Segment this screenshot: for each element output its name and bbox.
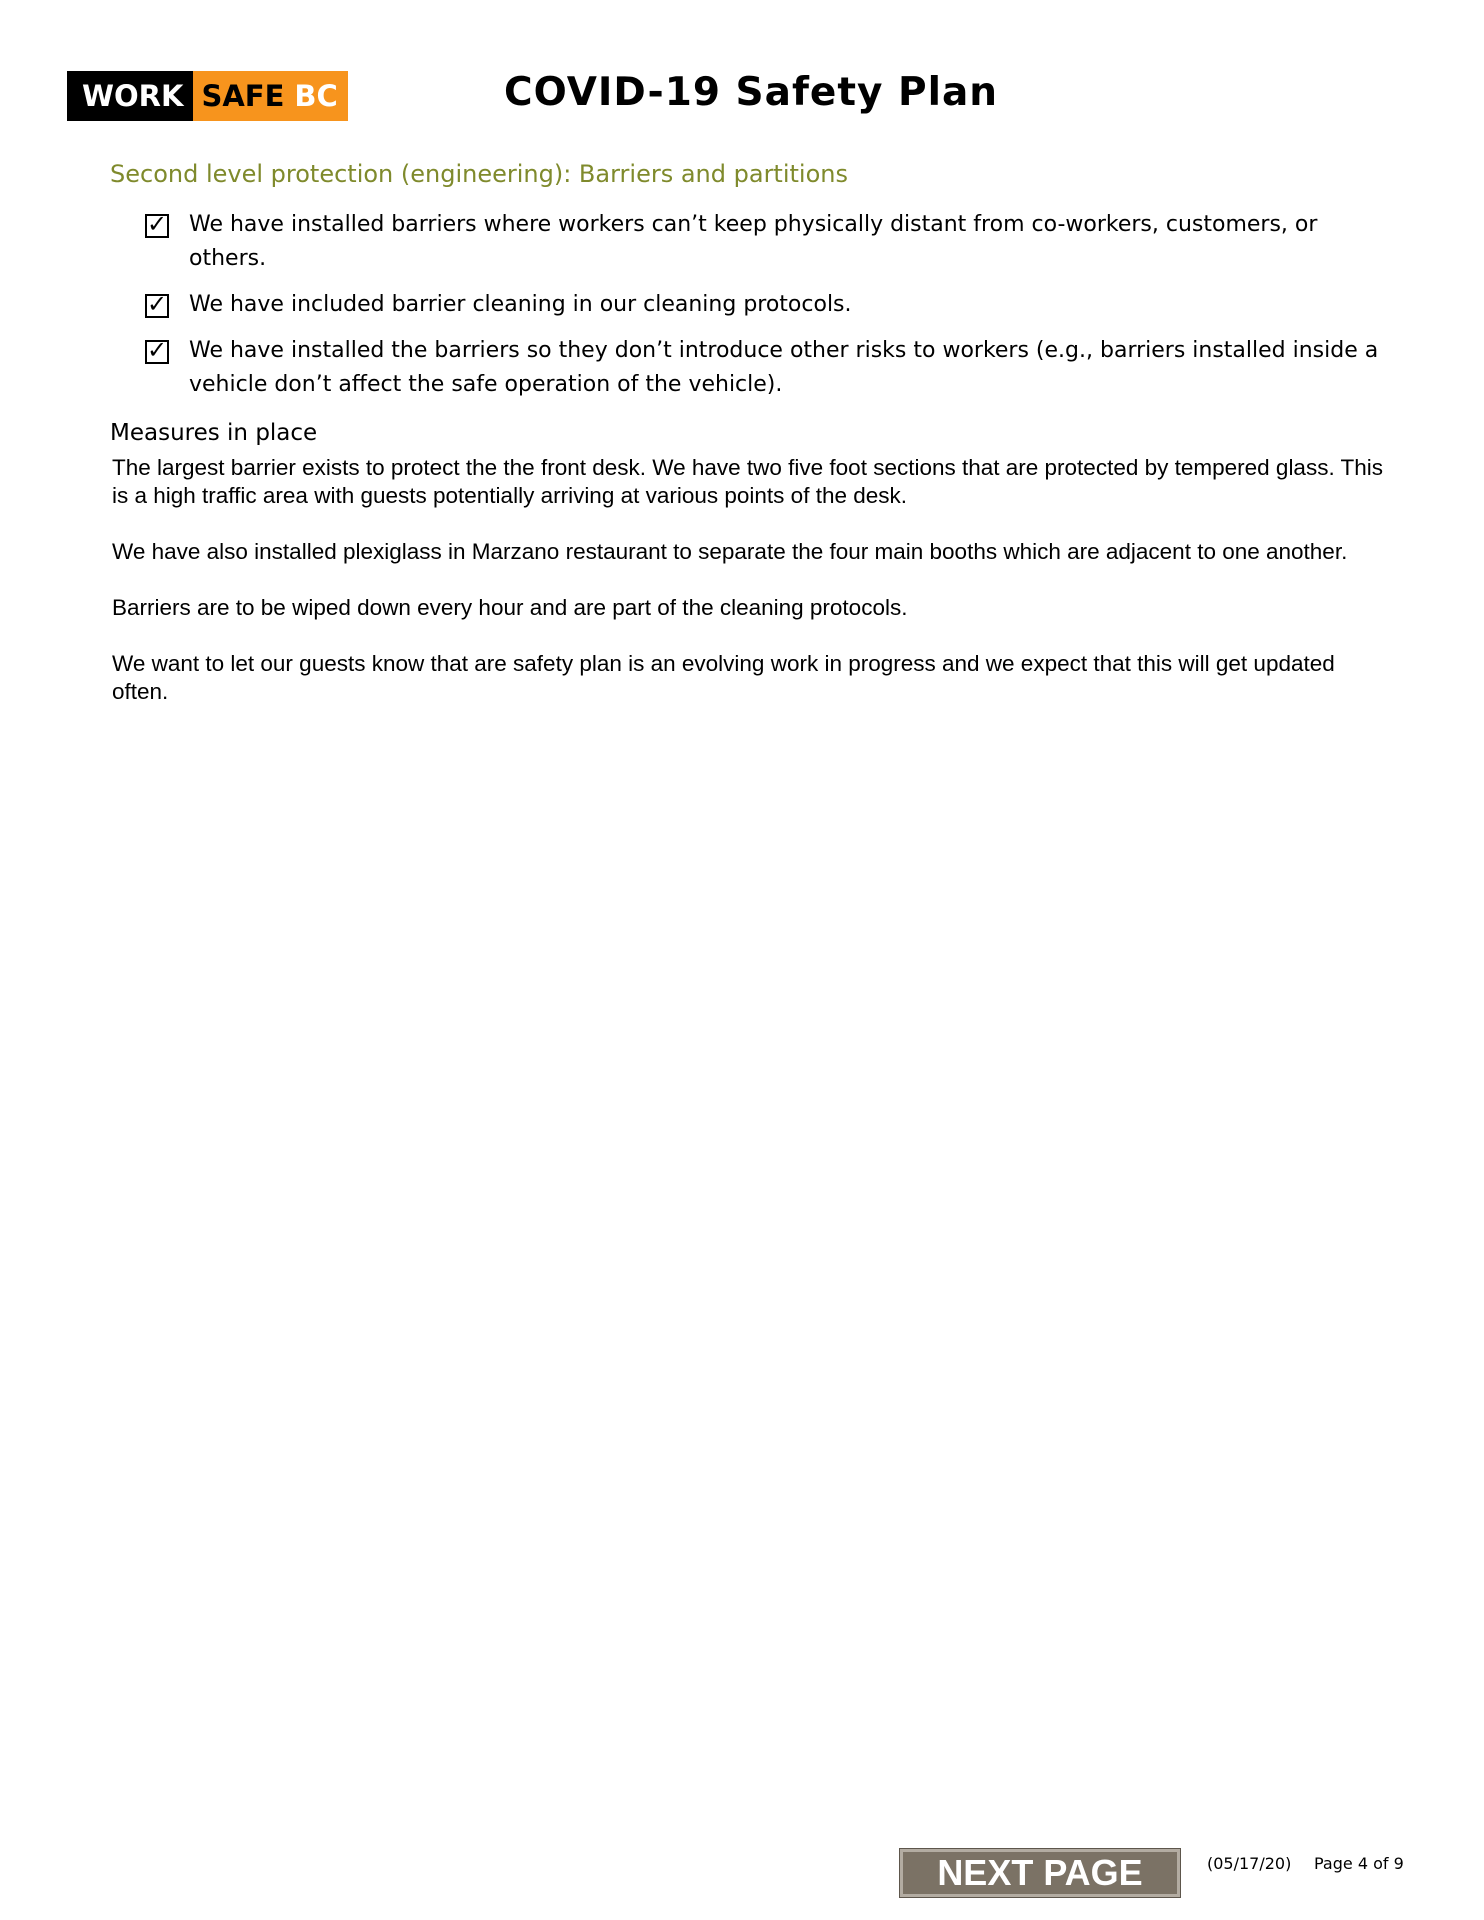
- measures-paragraph: We have also installed plexiglass in Marzano restaurant to separate the four main booths which are adjacent to one another.: [112, 539, 1348, 564]
- checklist-item: [145, 208, 1395, 276]
- document-title: COVID-19 Safety Plan: [504, 70, 999, 115]
- checklist-item-text: We have installed the barriers so they don’t introduce other risks to workers (e.g., barriers installed inside a vehicle don’t affect the safe operation of the vehicle).: [189, 338, 1379, 397]
- checkmark-icon: ✓: [147, 210, 168, 238]
- page-number: Page 4 of 9: [1314, 1854, 1404, 1873]
- measures-text-field[interactable]: [112, 454, 1392, 734]
- measures-paragraph: We want to let our guests know that are safety plan is an evolving work in progress and we expect that this will get updated often.: [112, 651, 1335, 704]
- checkmark-icon: ✓: [147, 336, 168, 364]
- logo-safe-text: SAFE: [201, 79, 285, 113]
- measures-paragraph: Barriers are to be wiped down every hour and are part of the cleaning protocols.: [112, 595, 908, 620]
- checklist-item: [145, 288, 1395, 322]
- measures-heading: Measures in place: [110, 420, 318, 446]
- checklist-item: [145, 334, 1395, 402]
- worksafebc-logo: [67, 71, 348, 121]
- logo-work-text: WORK: [82, 79, 184, 113]
- logo-safebc-block: [193, 71, 347, 121]
- checkbox[interactable]: [145, 290, 169, 318]
- next-page-button[interactable]: NEXT PAGE: [900, 1849, 1180, 1897]
- checkmark-icon: ✓: [147, 290, 168, 318]
- checkbox[interactable]: [145, 210, 169, 238]
- section-heading: Second level protection (engineering): Barriers and partitions: [110, 160, 848, 188]
- checklist-item-text: We have installed barriers where workers can’t keep physically distant from co-workers, customers, or others.: [189, 212, 1318, 271]
- checkbox[interactable]: [145, 336, 169, 364]
- checklist-item-text: We have included barrier cleaning in our cleaning protocols.: [189, 292, 852, 317]
- logo-bc-text: BC: [294, 79, 338, 113]
- revision-date: (05/17/20): [1207, 1854, 1292, 1873]
- barrier-checklist: [145, 208, 1395, 414]
- measures-paragraph: The largest barrier exists to protect the the front desk. We have two five foot sections that are protected by tempered glass. This is a high traffic area with guests potentially arriving at various points of the desk.: [112, 455, 1384, 508]
- logo-work-block: [67, 71, 193, 121]
